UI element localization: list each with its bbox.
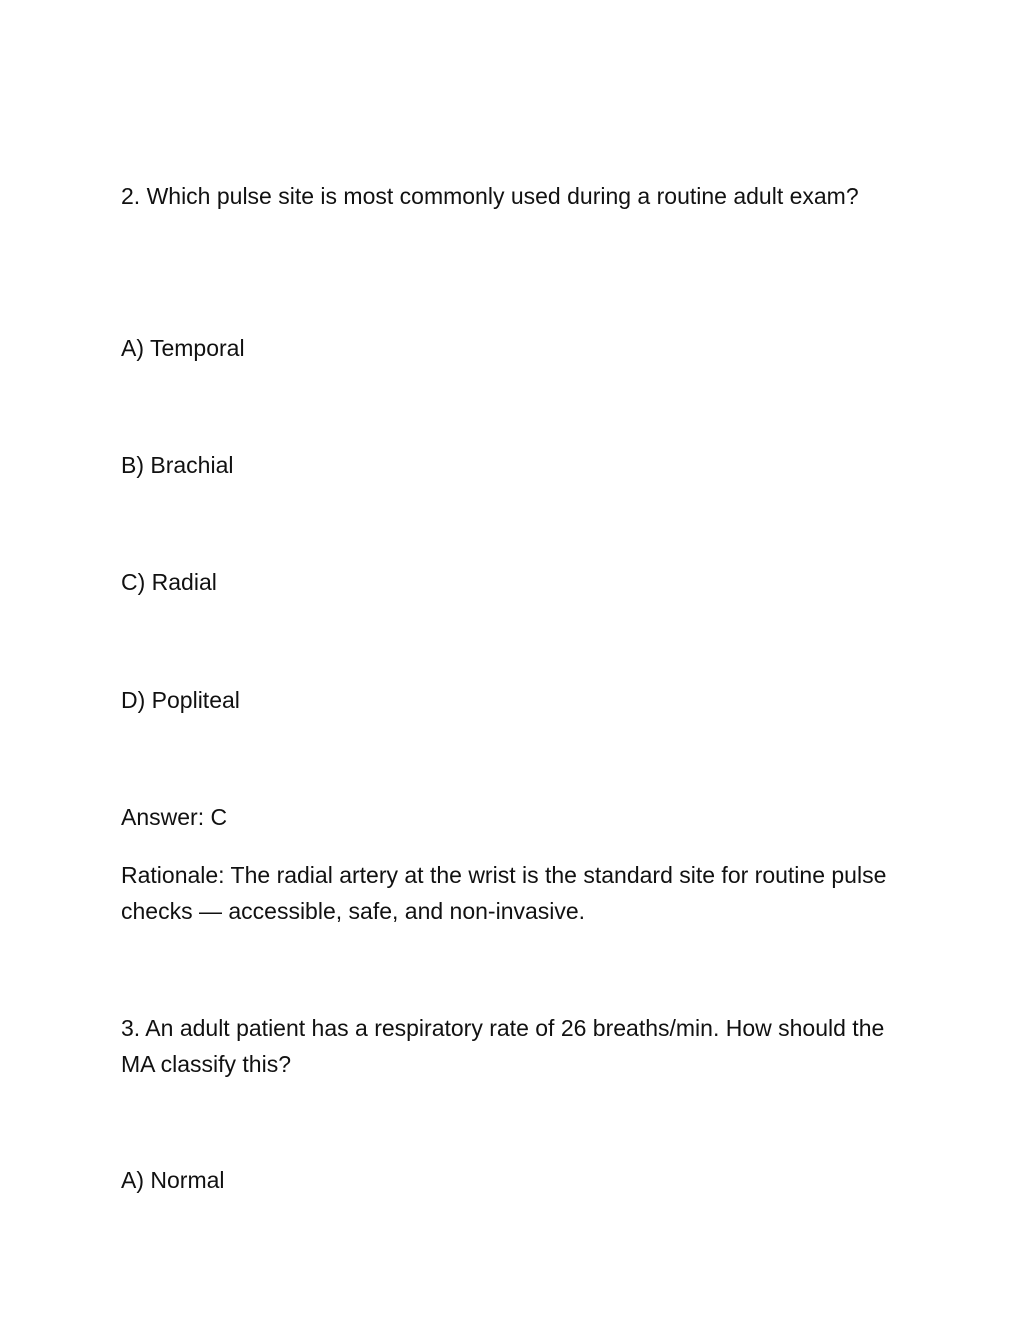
question-2-rationale: Rationale: The radial artery at the wrist is the standard site for routine pulse checks — accessible, safe, and non-invasive. xyxy=(121,862,893,924)
question-2-option-c: C) Radial xyxy=(121,569,217,595)
question-2-text: 2. Which pulse site is most commonly used during a routine adult exam? xyxy=(121,183,859,209)
question-3-option-a: A) Normal xyxy=(121,1167,225,1193)
question-2-option-b: B) Brachial xyxy=(121,452,234,478)
question-2-option-a: A) Temporal xyxy=(121,335,245,361)
question-2-option-d: D) Popliteal xyxy=(121,687,240,713)
question-3-text: 3. An adult patient has a respiratory rate of 26 breaths/min. How should the MA classify this? xyxy=(121,1015,891,1077)
question-2-answer: Answer: C xyxy=(121,804,228,830)
